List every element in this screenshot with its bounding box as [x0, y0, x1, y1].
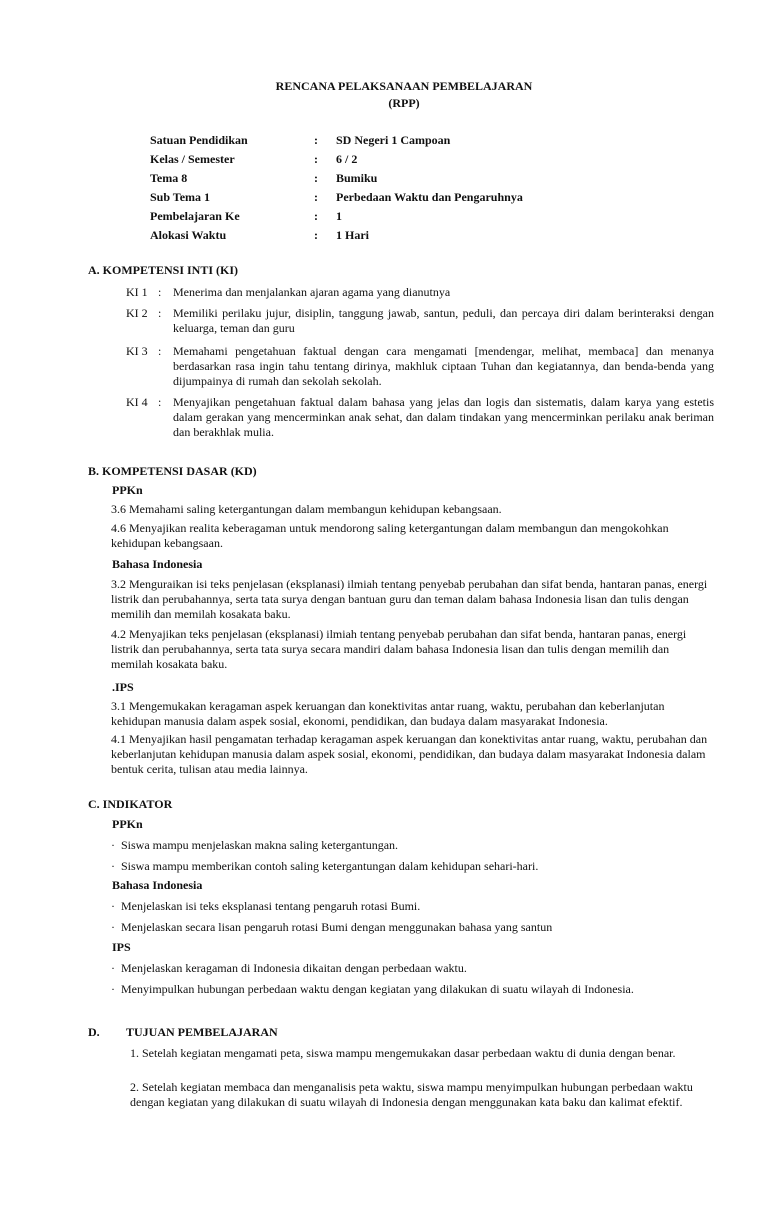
ki-item: [126, 306, 714, 336]
identity-colon: :: [314, 209, 318, 223]
identity-colon: :: [314, 133, 318, 147]
ki-code: KI 3: [126, 344, 148, 358]
kd-ips-label: .IPS: [112, 680, 134, 694]
identity-value: Perbedaan Waktu dan Pengaruhnya: [336, 190, 523, 204]
kd-item: 4.2 Menyajikan teks penjelasan (eksplanasi) ilmiah tentang penyebab perubahan dan sifat benda, hantaran panas, energi listrik dan perubahannya, serta tata surya secara mandiri dalam bahasa Indonesia lisan dan tulis dengan memilih dan memilah kosakata baku.: [111, 627, 687, 671]
identity-label: Sub Tema 1: [150, 190, 211, 204]
section-c-heading: C. INDIKATOR: [88, 797, 173, 811]
ki-code: KI 1: [126, 285, 148, 299]
kd-item: 3.6 Memahami saling ketergantungan dalam membangun kehidupan kebangsaan.: [111, 502, 502, 516]
indikator-item: [111, 859, 714, 874]
ki-text: Menyajikan pengetahuan faktual dalam bahasa yang jelas dan logis dan sistematis, dalam karya yang estetis dalam gerakan yang mencerminkan anak sehat, dan dalam tindakan yang mencerminkan perilaku anak beriman dan berakhlak mulia.: [173, 395, 714, 439]
ki-item: [126, 344, 714, 389]
indikator-text: Siswa mampu memberikan contoh saling ketergantungan dalam kehidupan sehari-hari.: [121, 859, 539, 873]
indikator-item: [111, 920, 714, 935]
indikator-text: Menjelaskan isi teks eksplanasi tentang pengaruh rotasi Bumi.: [121, 899, 421, 913]
indikator-item: [111, 899, 714, 914]
indikator-item: [111, 838, 714, 853]
kd-item: 4.1 Menyajikan hasil pengamatan terhadap keragaman aspek keruangan dan konektivitas antar ruang, waktu, perubahan dan keberlanjutan kehidupan manusia dalam aspek sosial, ekonomi, pendidikan, dan budaya dalam masyarakat Indonesia dalam bentuk cerita, tulisan atau media lainnya.: [111, 732, 708, 776]
identity-label: Tema 8: [150, 171, 188, 185]
ki-text: Menerima dan menjalankan ajaran agama yang dianutnya: [173, 285, 451, 299]
identity-row: [150, 209, 523, 228]
indikator-text: Menjelaskan secara lisan pengaruh rotasi Bumi dengan menggunakan bahasa yang santun: [121, 920, 553, 934]
indikator-item: [111, 982, 714, 997]
section-d-letter: D.: [88, 1025, 100, 1039]
ki-separator: :: [158, 285, 162, 299]
identity-row: [150, 228, 523, 247]
bullet-icon: ·: [111, 920, 115, 934]
identity-colon: :: [314, 152, 318, 166]
identity-table: [150, 133, 523, 247]
ki-text: Memiliki perilaku jujur, disiplin, tanggung jawab, santun, peduli, dan percaya diri dalam berinteraksi dengan keluarga, teman dan guru: [173, 306, 714, 335]
kd-item: 4.6 Menyajikan realita keberagaman untuk mendorong saling ketergantungan dalam membangun dan mengokohkan kehidupan kebangsaan.: [111, 521, 669, 550]
identity-value: Bumiku: [336, 171, 378, 185]
ki-item: [126, 395, 714, 440]
identity-value: 1: [336, 209, 342, 223]
indikator-ppkn-label: PPKn: [112, 817, 143, 831]
ki-code: KI 2: [126, 306, 148, 320]
identity-label: Pembelajaran Ke: [150, 209, 240, 223]
ki-separator: :: [158, 306, 162, 320]
bullet-icon: ·: [111, 859, 115, 873]
section-a-heading: A. KOMPETENSI INTI (KI): [88, 263, 239, 277]
bullet-icon: ·: [111, 899, 115, 913]
identity-row: [150, 190, 523, 209]
identity-row: [150, 152, 523, 171]
identity-label: Alokasi Waktu: [150, 228, 227, 242]
indikator-ips-label: IPS: [112, 940, 131, 954]
indikator-text: Menyimpulkan hubungan perbedaan waktu dengan kegiatan yang dilakukan di suatu wilayah di Indonesia.: [121, 982, 634, 996]
indikator-text: Menjelaskan keragaman di Indonesia dikaitan dengan perbedaan waktu.: [121, 961, 467, 975]
identity-label: Kelas / Semester: [150, 152, 235, 166]
ki-separator: :: [158, 395, 162, 409]
tujuan-item: 2. Setelah kegiatan membaca dan menganalisis peta waktu, siswa mampu menyimpulkan hubungan perbedaan waktu dengan kegiatan yang dilakukan di suatu wilayah di Indonesia dengan menggunakan kata baku dan kalimat efektif.: [130, 1080, 693, 1109]
identity-colon: :: [314, 228, 318, 242]
identity-label: Satuan Pendidikan: [150, 133, 248, 147]
identity-row: [150, 171, 523, 190]
document-title: RENCANA PELAKSANAAN PEMBELAJARAN: [275, 79, 533, 93]
identity-value: SD Negeri 1 Campoan: [336, 133, 451, 147]
section-b-heading: B. KOMPETENSI DASAR (KD): [88, 464, 257, 478]
indikator-item: [111, 961, 714, 976]
kd-bindo-label: Bahasa Indonesia: [112, 557, 203, 571]
bullet-icon: ·: [111, 961, 115, 975]
identity-colon: :: [314, 171, 318, 185]
tujuan-item: 1. Setelah kegiatan mengamati peta, siswa mampu mengemukakan dasar perbedaan waktu di dunia dengan benar.: [130, 1046, 676, 1060]
identity-value: 6 / 2: [336, 152, 358, 166]
identity-row: [150, 133, 523, 152]
section-d-heading: TUJUAN PEMBELAJARAN: [126, 1025, 278, 1039]
bullet-icon: ·: [111, 838, 115, 852]
indikator-text: Siswa mampu menjelaskan makna saling ketergantungan.: [121, 838, 399, 852]
kd-item: 3.2 Menguraikan isi teks penjelasan (eksplanasi) ilmiah tentang penyebab perubahan dan sifat benda, hantaran panas, energi listrik dan perubahannya, serta tata surya dengan bantuan guru dan teman dalam bahasa Indonesia lisan dan tulis dengan memilih dan memilah kosakata baku.: [111, 577, 708, 621]
document-subtitle: (RPP): [388, 96, 420, 110]
identity-value: 1 Hari: [336, 228, 369, 242]
indikator-bindo-label: Bahasa Indonesia: [112, 878, 203, 892]
bullet-icon: ·: [111, 982, 115, 996]
ki-text: Memahami pengetahuan faktual dengan cara mengamati [mendengar, melihat, membaca] dan menanya berdasarkan rasa ingin tahu tentang dirinya, makhluk ciptaan Tuhan dan kegiatannya, dan benda-benda yang dijumpainya di rumah dan sekolah sekolah.: [173, 344, 714, 388]
kd-ppkn-label: PPKn: [112, 483, 143, 497]
ki-separator: :: [158, 344, 162, 358]
identity-colon: :: [314, 190, 318, 204]
ki-item: [126, 285, 714, 300]
kd-item: 3.1 Mengemukakan keragaman aspek keruangan dan konektivitas antar ruang, waktu, perubahan dan keberlanjutan kehidupan manusia dalam aspek sosial, ekonomi, pendidikan, dan budaya dalam masyarakat Indonesia.: [111, 699, 665, 728]
ki-code: KI 4: [126, 395, 148, 409]
